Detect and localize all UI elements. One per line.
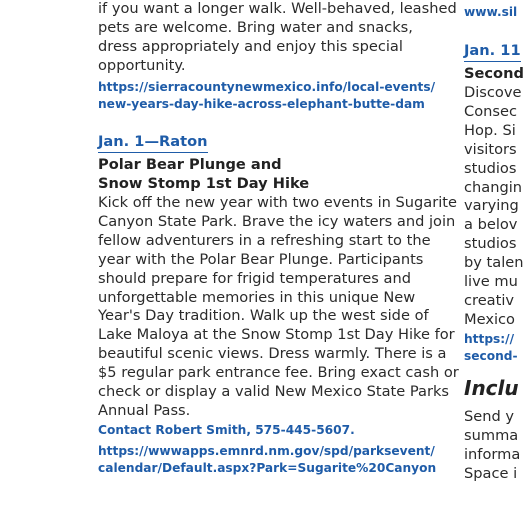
text-line: Space i <box>464 464 518 482</box>
text-line: a belov <box>464 216 518 234</box>
event-title <box>98 156 309 194</box>
text-line: unforgettable memories in this unique New <box>98 288 416 306</box>
text-line: $5 regular park entrance fee. Bring exact cash or <box>98 364 459 382</box>
right-event-link[interactable] <box>464 331 518 364</box>
link-line[interactable]: new-years-day-hike-across-elephant-butte-dam <box>98 96 425 111</box>
text-line: changin <box>464 178 523 196</box>
text-line: studios <box>464 235 517 253</box>
text-line: Canyon State Park. Brave the icy waters and join <box>98 212 456 230</box>
text-line: Kick off the new year with two events in Sugarite <box>98 194 458 211</box>
text-line: by talen <box>464 254 524 272</box>
section-heading: Inclu <box>464 376 519 400</box>
right-event-title: Second <box>464 65 524 82</box>
title-line: Polar Bear Plunge and <box>98 156 282 173</box>
text-line: live mu <box>464 273 518 291</box>
text-line: Hop. Si <box>464 121 516 139</box>
link-line[interactable]: https:// <box>464 332 515 346</box>
link-line[interactable]: https://sierracountynewmexico.info/local-events/ <box>98 80 436 94</box>
event-description <box>98 194 459 421</box>
right-top-link[interactable]: www.sil <box>464 5 518 19</box>
text-line: varying <box>464 197 519 215</box>
text-line: creativ <box>464 291 515 309</box>
text-line: Send y <box>464 408 515 425</box>
right-column <box>464 0 524 512</box>
text-line: Consec <box>464 102 517 120</box>
text-line: Mexico <box>464 310 515 328</box>
text-line: year with the Polar Bear Plunge. Participants <box>98 250 424 268</box>
right-date-heading: Jan. 11 <box>464 42 521 62</box>
text-line: beautiful scenic views. Dress warmly. There is a <box>98 345 447 363</box>
contact-line: Contact Robert Smith, 575-445-5607. <box>98 423 355 437</box>
text-line: informa <box>464 445 521 463</box>
text-line: Annual Pass. <box>98 401 191 419</box>
title-line: Snow Stomp 1st Day Hike <box>98 174 310 192</box>
text-line: studios <box>464 159 517 177</box>
sugarite-canyon-link[interactable] <box>98 443 436 476</box>
link-line[interactable]: calendar/Default.aspx?Park=Sugarite%20Canyon <box>98 460 437 475</box>
link-line[interactable]: https://wwwapps.emnrd.nm.gov/spd/parksevent/ <box>98 444 435 458</box>
text-line: fellow adventurers in a refreshing start to the <box>98 231 431 249</box>
text-line: dress appropriately and enjoy this special <box>98 37 403 55</box>
event-date-heading: Jan. 1—Raton <box>98 133 208 153</box>
section-body <box>464 408 520 484</box>
text-line: Lake Maloya at the Snow Stomp 1st Day Hike for <box>98 326 455 344</box>
elephant-butte-link[interactable] <box>98 79 435 112</box>
link-line[interactable]: second- <box>464 348 518 363</box>
text-line: Discove <box>464 84 522 101</box>
text-line: should prepare for frigid temperatures and <box>98 269 411 287</box>
text-line: check or display a valid New Mexico State Parks <box>98 383 450 401</box>
intro-paragraph <box>98 0 457 76</box>
text-line: pets are welcome. Bring water and snacks, <box>98 18 413 36</box>
text-line: summa <box>464 426 519 444</box>
right-event-description <box>464 84 524 330</box>
text-line: opportunity. <box>98 56 186 74</box>
text-line: Year's Day tradition. Walk up the west side of <box>98 307 429 325</box>
text-line: if you want a longer walk. Well-behaved, leashed <box>98 0 457 17</box>
text-line: visitors <box>464 140 517 158</box>
